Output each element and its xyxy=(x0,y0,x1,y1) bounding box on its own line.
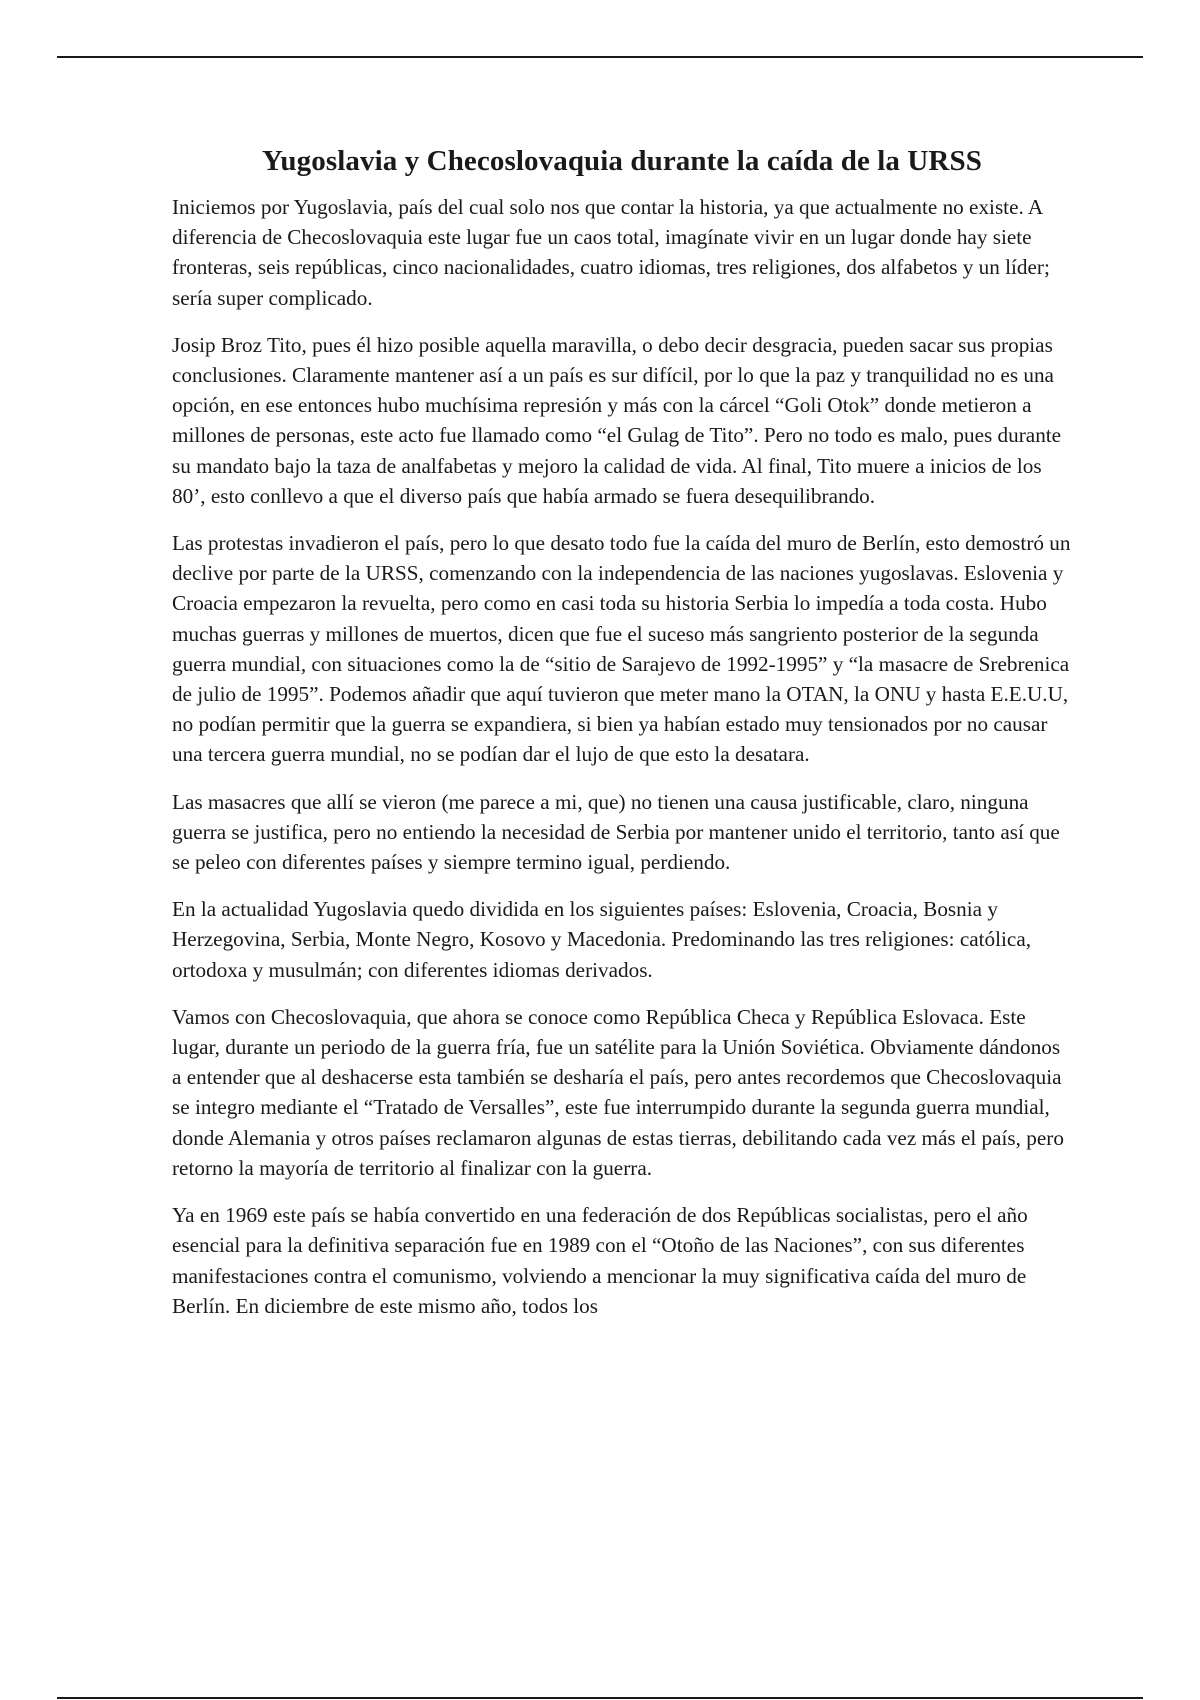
paragraph-1: Iniciemos por Yugoslavia, país del cual solo nos que contar la historia, ya que actualmente no existe. A diferencia de Checoslovaquia este lugar fue un caos total, imagínate vivir en un lugar donde hay siete fronteras, seis repúblicas, cinco nacionalidades, cuatro idiomas, tres religiones, dos alfabetos y un líder; sería super complicado. xyxy=(172,195,1050,310)
paragraph-6: Vamos con Checoslovaquia, que ahora se conoce como República Checa y República Eslovaca. Este lugar, durante un periodo de la guerra fría, fue un satélite para la Unión Soviética. Obviamente dándonos a entender que al deshacerse esta también se desharía el país, pero antes recordemos que Checoslovaquia se integro mediante el “Tratado de Versalles”, este fue interrumpido durante la segunda guerra mundial, donde Alemania y otros países reclamaron algunas de estas tierras, debilitando cada vez más el país, pero retorno la mayoría de territorio al finalizar con la guerra. xyxy=(172,1004,1064,1180)
document-title: Yugoslavia y Checoslovaquia durante la caída de la URSS xyxy=(262,145,982,177)
paragraph-5: En la actualidad Yugoslavia quedo dividida en los siguientes países: Eslovenia, Croacia, Bosnia y Herzegovina, Serbia, Monte Negro, Kosovo y Macedonia. Predominando las tres religiones: católica, ortodoxa y musulmán; con diferentes idiomas derivados. xyxy=(172,897,1032,982)
footer-rule xyxy=(57,1697,1143,1699)
paragraph-2: Josip Broz Tito, pues él hizo posible aquella maravilla, o debo decir desgracia, pueden sacar sus propias conclusiones. Claramente mantener así a un país es sur difícil, por lo que la paz y tranquilidad no es una opción, en ese entonces hubo muchísima represión y más con la cárcel “Goli Otok” donde metieron a millones de personas, este acto fue llamado como “el Gulag de Tito”. Pero no todo es malo, pues durante su mandato bajo la taza de analfabetas y mejoro la calidad de vida. Al final, Tito muere a inicios de los 80’, esto conllevo a que el diverso país que había armado se fuera desequilibrando. xyxy=(172,332,1062,508)
document-body xyxy=(172,142,1072,1338)
paragraph-3: Las protestas invadieron el país, pero lo que desato todo fue la caída del muro de Berlín, esto demostró un declive por parte de la URSS, comenzando con la independencia de las naciones yugoslavas. Eslovenia y Croacia empezaron la revuelta, pero como en casi toda su historia Serbia lo impedía a toda costa. Hubo muchas guerras y millones de muertos, dicen que fue el suceso más sangriento posterior de la segunda guerra mundial, con situaciones como la de “sitio de Sarajevo de 1992-1995” y “la masacre de Srebrenica de julio de 1995”. Podemos añadir que aquí tuvieron que meter mano la OTAN, la ONU y hasta E.E.U.U, no podían permitir que la guerra se expandiera, si bien ya habían estado muy tensionados por no causar una tercera guerra mundial, no se podían dar el lujo de que esto la desatara. xyxy=(172,531,1071,767)
paragraph-4: Las masacres que allí se vieron (me parece a mi, que) no tienen una causa justificable, claro, ninguna guerra se justifica, pero no entiendo la necesidad de Serbia por mantener unido el territorio, tanto así que se peleo con diferentes países y siempre termino igual, perdiendo. xyxy=(172,789,1060,875)
header-rule xyxy=(57,56,1143,58)
paragraph-7: Ya en 1969 este país se había convertido en una federación de dos Repúblicas socialistas, pero el año esencial para la definitiva separación fue en 1989 con el “Otoño de las Naciones”, con sus diferentes manifestaciones contra el comunismo, volviendo a mencionar la muy significativa caída del muro de Berlín. En diciembre de este mismo año, todos los xyxy=(172,1203,1028,1318)
